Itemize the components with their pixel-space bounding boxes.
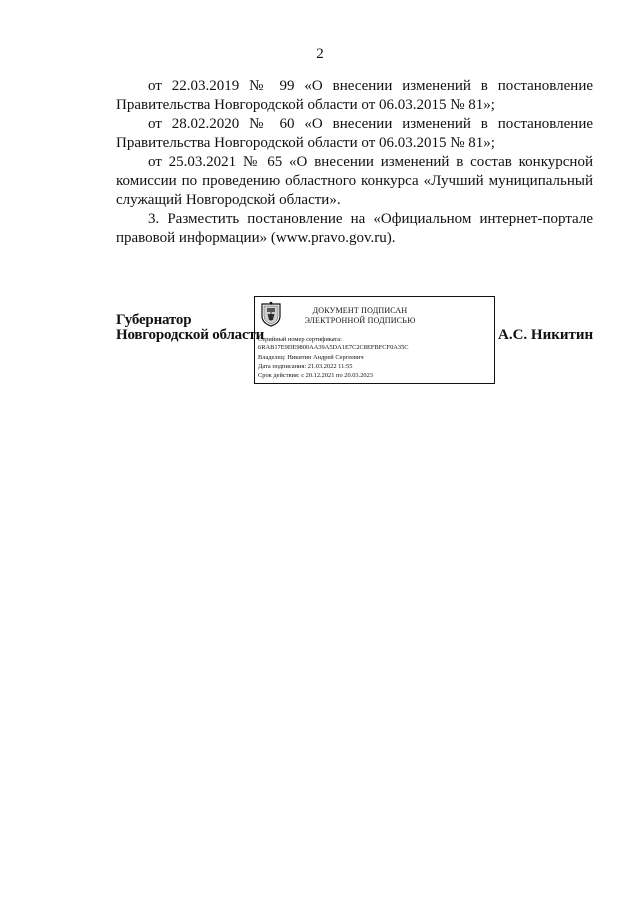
paragraph-item bbox=[116, 77, 593, 115]
coat-of-arms-icon bbox=[260, 301, 282, 327]
paragraph-first-line: от 22.03.2019 № 99 «О внесении изменений в постановление bbox=[148, 78, 593, 94]
paragraph-first-line: от 28.02.2020 № 60 «О внесении изменений в постановление bbox=[148, 116, 593, 132]
stamp-validity: Срок действия: с 20.12.2021 по 20.03.2023 bbox=[258, 372, 374, 379]
paragraph-rest: комиссии по проведению областного конкурса «Лучший муниципальный служащий Новгородской области». bbox=[116, 173, 593, 208]
signer-title-line: Новгородской области bbox=[116, 327, 265, 343]
paragraph-item bbox=[116, 115, 593, 153]
paragraph-item bbox=[116, 210, 593, 248]
stamp-serial-label: Серийный номер сертификата: bbox=[258, 336, 342, 343]
paragraph-rest: Правительства Новгородской области от 06.03.2015 № 81»; bbox=[116, 135, 495, 151]
paragraph-first-line: от 25.03.2021 № 65 «О внесении изменений в состав конкурсной bbox=[148, 154, 593, 170]
stamp-heading-line: ЭЛЕКТРОННОЙ ПОДПИСЬЮ bbox=[304, 316, 416, 325]
stamp-heading-line: ДОКУМЕНТ ПОДПИСАН bbox=[312, 306, 408, 315]
stamp-heading bbox=[285, 306, 435, 326]
stamp-owner: Владелец: Никитин Андрей Сергеевич bbox=[258, 354, 364, 361]
paragraph-rest: Правительства Новгородской области от 06.03.2015 № 81»; bbox=[116, 97, 495, 113]
signer-title-line: Губернатор bbox=[116, 312, 192, 328]
page-number: 2 bbox=[316, 46, 324, 62]
signer-title bbox=[116, 313, 264, 343]
paragraph-item bbox=[116, 153, 593, 210]
paragraph-rest: правовой информации» (www.pravo.gov.ru). bbox=[116, 230, 396, 246]
electronic-signature-stamp bbox=[254, 296, 495, 384]
paragraph-first-line: 3. Разместить постановление на «Официальном интернет-портале bbox=[148, 211, 593, 227]
stamp-serial: 6RAB17E9DE9800AA39A5DA1E7C2C8EFBFCF0A35C bbox=[258, 344, 409, 351]
stamp-signed-date: Дата подписания: 21.03.2022 11:55 bbox=[258, 363, 353, 370]
signer-name: А.С. Никитин bbox=[498, 327, 594, 343]
